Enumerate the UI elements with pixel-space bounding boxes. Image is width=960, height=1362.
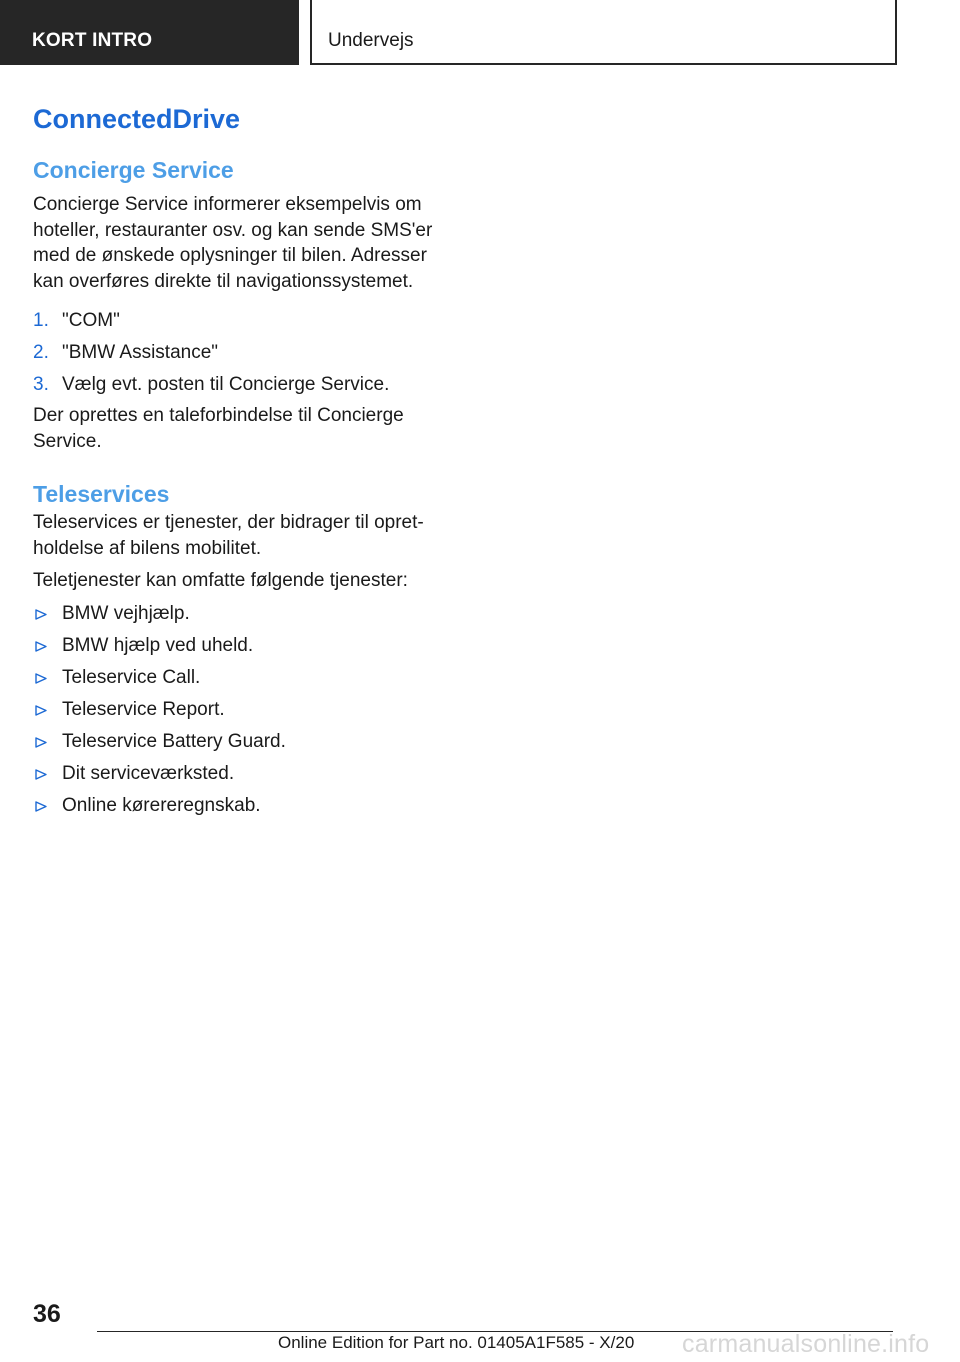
- step-text: Vælg evt. posten til Concierge Service.: [62, 374, 390, 395]
- page-title: ConnectedDrive: [33, 104, 241, 134]
- list-item: [33, 761, 443, 787]
- list-item-text: Online kørereregnskab.: [62, 794, 261, 816]
- step-number: 1.: [33, 310, 49, 331]
- list-item-text: Teleservice Report.: [62, 698, 225, 720]
- step-item: [33, 372, 443, 398]
- concierge-intro: Concierge Service informerer eksempelvis om hoteller, restauranter osv. og kan sende SMS'er med de ønskede oplysninger til bilen. Adresser kan overføres direkte til navigationssystemet.: [33, 194, 433, 292]
- teleservices-lead: Teletjenester kan omfatte følgende tjenester:: [33, 570, 408, 591]
- list-item: [33, 793, 443, 819]
- step-text: "BMW Assistance": [62, 342, 219, 363]
- watermark: carmanualsonline.info: [682, 1330, 930, 1358]
- chapter-label: Undervejs: [328, 30, 414, 51]
- content-column: [33, 100, 443, 825]
- teleservices-intro: Teleservices er tjenester, der bidrager til opret‐holdelse af bilens mobilitet.: [33, 512, 424, 559]
- concierge-steps: [33, 308, 443, 398]
- concierge-result: Der oprettes en taleforbindelse til Concierge Service.: [33, 405, 404, 452]
- page-number: 36: [33, 1300, 61, 1328]
- list-item: [33, 601, 443, 627]
- step-number: 3.: [33, 374, 49, 395]
- list-item-text: Teleservice Battery Guard.: [62, 730, 286, 752]
- triangle-bullet-icon: [35, 705, 47, 716]
- triangle-bullet-icon: [35, 801, 47, 812]
- edition-note: Online Edition for Part no. 01405A1F585 - X/20: [278, 1333, 635, 1352]
- list-item: [33, 729, 443, 755]
- list-item-text: BMW vejhjælp.: [62, 602, 190, 624]
- concierge-heading: Concierge Service: [33, 157, 234, 183]
- chapter-tab: [310, 0, 897, 65]
- list-item: [33, 633, 443, 659]
- step-item: [33, 340, 443, 366]
- teleservices-heading: Teleservices: [33, 481, 170, 507]
- section-label: KORT INTRO: [32, 30, 153, 51]
- step-item: [33, 308, 443, 334]
- step-number: 2.: [33, 342, 49, 363]
- triangle-bullet-icon: [35, 673, 47, 684]
- section-tab: [0, 0, 299, 65]
- triangle-bullet-icon: [35, 609, 47, 620]
- step-text: "COM": [62, 310, 120, 331]
- triangle-bullet-icon: [35, 641, 47, 652]
- triangle-bullet-icon: [35, 769, 47, 780]
- list-item-text: BMW hjælp ved uheld.: [62, 634, 254, 656]
- triangle-bullet-icon: [35, 737, 47, 748]
- list-item: [33, 697, 443, 723]
- teleservices-list: [33, 601, 443, 819]
- list-item-text: Teleservice Call.: [62, 666, 201, 688]
- list-item-text: Dit serviceværksted.: [62, 762, 235, 784]
- list-item: [33, 665, 443, 691]
